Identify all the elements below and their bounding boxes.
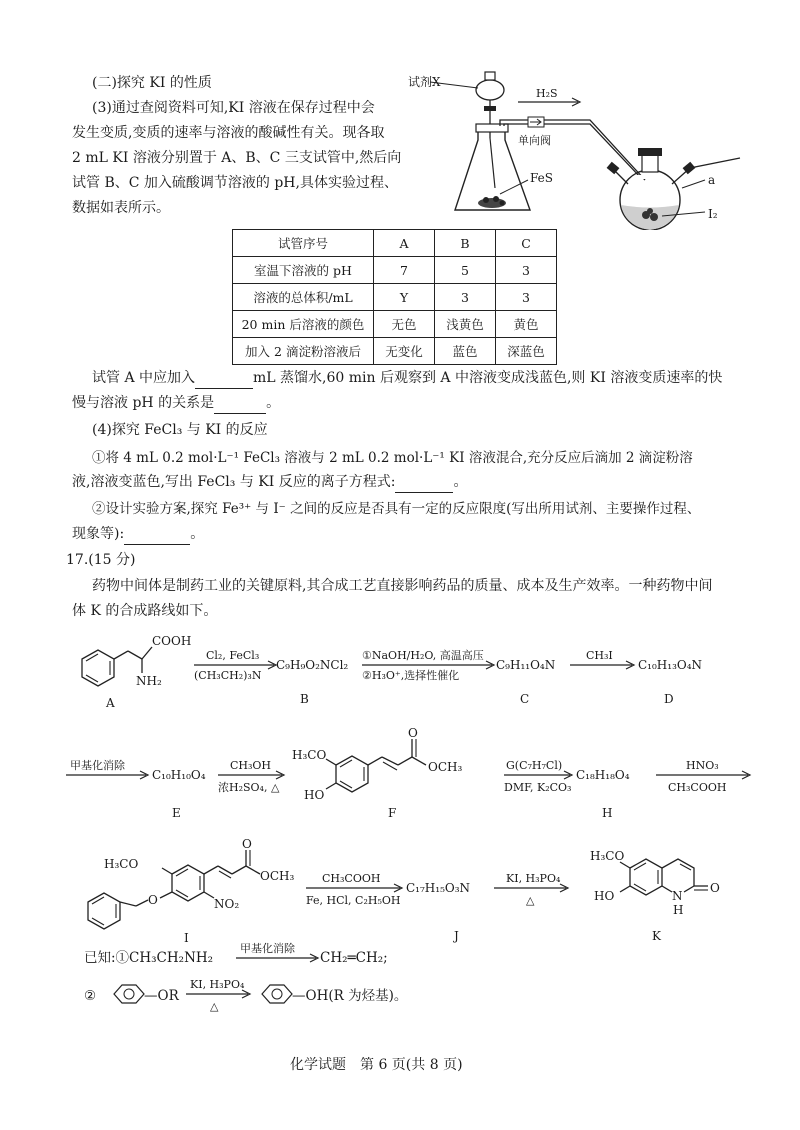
table-cell: 3 bbox=[496, 257, 557, 284]
table-cell: 浅黄色 bbox=[435, 311, 496, 338]
answer-blank[interactable] bbox=[395, 472, 453, 493]
text-segment: 。 bbox=[453, 474, 468, 490]
k-o-text: O bbox=[710, 881, 720, 895]
arrow1-reagent-top: Cl₂, FeCl₃ bbox=[206, 649, 260, 662]
section-heading: (二)探究 KI 的性质 bbox=[92, 75, 212, 91]
paragraph-line: 发生变质,变质的速率与溶液的酸碱性有关。现各取 bbox=[72, 125, 385, 141]
synthesis-row-3 bbox=[60, 838, 760, 953]
f-h3co-text: H₃CO bbox=[292, 748, 327, 762]
table-cell: 黄色 bbox=[496, 311, 557, 338]
paragraph-line: 数据如表所示。 bbox=[72, 200, 170, 216]
row2-arrow1-top: CH₃OH bbox=[230, 759, 272, 772]
f-och3-text: OCH₃ bbox=[428, 760, 463, 774]
i-och3-text: OCH₃ bbox=[260, 869, 295, 883]
compound-h-label: H bbox=[602, 806, 613, 820]
fes-label: FeS bbox=[530, 171, 553, 185]
known-item2-or: —OR bbox=[144, 988, 179, 1004]
text-segment: 慢与溶液 pH 的关系是 bbox=[72, 395, 215, 411]
table-cell: 溶液的总体积/mL bbox=[233, 284, 374, 311]
data-table bbox=[232, 229, 557, 365]
a-nh2-text: NH₂ bbox=[136, 674, 162, 688]
compound-k-label: K bbox=[652, 929, 661, 943]
compound-c-label: C bbox=[520, 692, 530, 706]
table-cell: 蓝色 bbox=[435, 338, 496, 365]
table-cell: 20 min 后溶液的颜色 bbox=[233, 311, 374, 338]
table-cell: 加入 2 滴淀粉溶液后 bbox=[233, 338, 374, 365]
k-h3co-text: H₃CO bbox=[590, 849, 625, 863]
table-cell: 室温下溶液的 pH bbox=[233, 257, 374, 284]
row2-arrow2-bottom: DMF, K₂CO₃ bbox=[504, 781, 572, 794]
text-segment: 试管 A 中应加入 bbox=[92, 370, 196, 386]
row2-arrow2-top: G(C₇H₇Cl) bbox=[506, 759, 563, 772]
paragraph-line: (3)通过查阅资料可知,KI 溶液在保存过程中会 bbox=[92, 100, 375, 116]
answer-blank[interactable] bbox=[195, 368, 253, 389]
table-header-cell: 试管序号 bbox=[233, 230, 374, 257]
row3-arrow2-bottom: △ bbox=[526, 894, 535, 907]
answer-blank[interactable] bbox=[124, 524, 190, 545]
k-n-text: N bbox=[672, 889, 683, 903]
table-cell: Y bbox=[374, 284, 435, 311]
compound-d-formula: C₁₀H₁₃O₄N bbox=[638, 658, 703, 672]
row3-arrow1-bottom: Fe, HCl, C₂H₅OH bbox=[306, 894, 401, 907]
reagent-x-label: 试剂X bbox=[408, 75, 441, 89]
h2s-label: H₂S bbox=[536, 87, 558, 100]
q17-intro: 体 K 的合成路线如下。 bbox=[72, 603, 218, 619]
i-o-text: O bbox=[148, 893, 158, 907]
table-row bbox=[233, 338, 557, 365]
paragraph-line: 试管 B、C 加入硫酸调节溶液的 pH,具体实验过程、 bbox=[72, 175, 398, 191]
table-row bbox=[233, 311, 557, 338]
table-header-cell: B bbox=[435, 230, 496, 257]
table-cell: 无变化 bbox=[374, 338, 435, 365]
q4-heading: (4)探究 FeCl₃ 与 KI 的反应 bbox=[92, 422, 268, 438]
compound-i-label: I bbox=[184, 931, 189, 945]
row2-arrow3-bottom: CH₃COOH bbox=[668, 781, 727, 794]
a-cooh-text: COOH bbox=[152, 634, 192, 648]
known-lead: 已知:①CH₃CH₂NH₂ bbox=[84, 950, 214, 966]
table-cell: 3 bbox=[496, 284, 557, 311]
q17-title: 17.(15 分) bbox=[66, 552, 136, 568]
compound-b-formula: C₉H₉O₂NCl₂ bbox=[276, 658, 349, 672]
compound-f-label: F bbox=[388, 806, 397, 820]
q4-line: ①将 4 mL 0.2 mol·L⁻¹ FeCl₃ 溶液与 2 mL 0.2 mol·L⁻¹ KI 溶液混合,充分反应后滴加 2 滴淀粉溶 bbox=[92, 450, 693, 466]
q17-intro: 药物中间体是制药工业的关键原料,其合成工艺直接影响药品的质量、成本及生产效率。一种药物中间 bbox=[92, 578, 713, 594]
arrow2-reagent-top: ①NaOH/H₂O, 高温高压 bbox=[362, 649, 484, 662]
k-h-text: H bbox=[673, 903, 684, 917]
table-cell: 5 bbox=[435, 257, 496, 284]
compound-e-label: E bbox=[172, 806, 181, 820]
text-segment: mL 蒸馏水,60 min 后观察到 A 中溶液变成浅蓝色,则 KI 溶液变质速率的快 bbox=[253, 370, 723, 386]
a-label: a bbox=[708, 173, 716, 187]
table-cell: 3 bbox=[435, 284, 496, 311]
table-cell: 深蓝色 bbox=[496, 338, 557, 365]
q4-line bbox=[72, 524, 204, 545]
table-cell: 7 bbox=[374, 257, 435, 284]
f-ho-text: HO bbox=[304, 788, 325, 802]
arrow0-reagent-top: 甲基化消除 bbox=[70, 759, 125, 772]
known-arrow2-bottom: △ bbox=[210, 1000, 219, 1013]
q4-line: ②设计实验方案,探究 Fe³⁺ 与 I⁻ 之间的反应是否具有一定的反应限度(写出所用试剂、主要操作过程、 bbox=[92, 501, 701, 517]
compound-e-formula: C₁₀H₁₀O₄ bbox=[152, 768, 206, 782]
compound-h-formula: C₁₈H₁₈O₄ bbox=[576, 768, 630, 782]
i2-label: I₂ bbox=[708, 207, 718, 221]
table-header-cell: A bbox=[374, 230, 435, 257]
row2-arrow1-bottom: 浓H₂SO₄, △ bbox=[218, 781, 280, 794]
known-item2-oh: —OH(R 为烃基)。 bbox=[292, 988, 408, 1004]
synthesis-row-1 bbox=[60, 625, 760, 720]
paragraph-line: 2 mL KI 溶液分别置于 A、B、C 三支试管中,然后向 bbox=[72, 150, 402, 166]
question-line bbox=[92, 368, 722, 389]
text-segment: 。 bbox=[266, 395, 281, 411]
row2-arrow3-top: HNO₃ bbox=[686, 759, 719, 772]
table-row bbox=[233, 284, 557, 311]
text-segment: 。 bbox=[190, 526, 205, 542]
i-co-text: O bbox=[242, 838, 252, 851]
text-segment: 现象等): bbox=[72, 526, 125, 542]
compound-j-label: J bbox=[454, 929, 459, 943]
known-arrow2-top: KI, H₃PO₄ bbox=[190, 978, 245, 991]
text-segment: 液,溶液变蓝色,写出 FeCl₃ 与 KI 反应的离子方程式: bbox=[72, 474, 396, 490]
i-no2-text: NO₂ bbox=[214, 897, 240, 911]
table-header-cell: C bbox=[496, 230, 557, 257]
answer-blank[interactable] bbox=[214, 393, 266, 414]
table-row bbox=[233, 230, 557, 257]
question-line bbox=[72, 393, 280, 414]
compound-b-label: B bbox=[300, 692, 309, 706]
f-o-text: O bbox=[408, 726, 418, 740]
compound-d-label: D bbox=[664, 692, 674, 706]
q4-line bbox=[72, 472, 467, 493]
page-footer: 化学试题 第 6 页(共 8 页) bbox=[290, 1057, 463, 1073]
arrow3-reagent-top: CH₃I bbox=[586, 649, 613, 662]
known-arrow1-top: 甲基化消除 bbox=[240, 942, 295, 955]
table-cell: 无色 bbox=[374, 311, 435, 338]
arrow2-reagent-bottom: ②H₃O⁺,选择性催化 bbox=[362, 669, 460, 682]
compound-c-formula: C₉H₁₁O₄N bbox=[496, 658, 556, 672]
i-h3co-text: H₃CO bbox=[104, 857, 139, 871]
arrow1-reagent-bottom: (CH₃CH₂)₃N bbox=[194, 669, 262, 682]
row3-arrow2-top: KI, H₃PO₄ bbox=[506, 872, 561, 885]
compound-j-formula: C₁₇H₁₅O₃N bbox=[406, 881, 471, 895]
compound-a-label: A bbox=[106, 696, 115, 710]
apparatus-diagram bbox=[400, 60, 780, 230]
known-product1: CH₂═CH₂; bbox=[320, 950, 388, 966]
valve-label: 单向阀 bbox=[518, 134, 551, 147]
k-ho-text: HO bbox=[594, 889, 615, 903]
row3-arrow1-top: CH₃COOH bbox=[322, 872, 381, 885]
known-reactions bbox=[84, 940, 504, 1015]
table-row bbox=[233, 257, 557, 284]
synthesis-row-2 bbox=[60, 725, 760, 825]
known-item2-num: ② bbox=[84, 988, 97, 1004]
